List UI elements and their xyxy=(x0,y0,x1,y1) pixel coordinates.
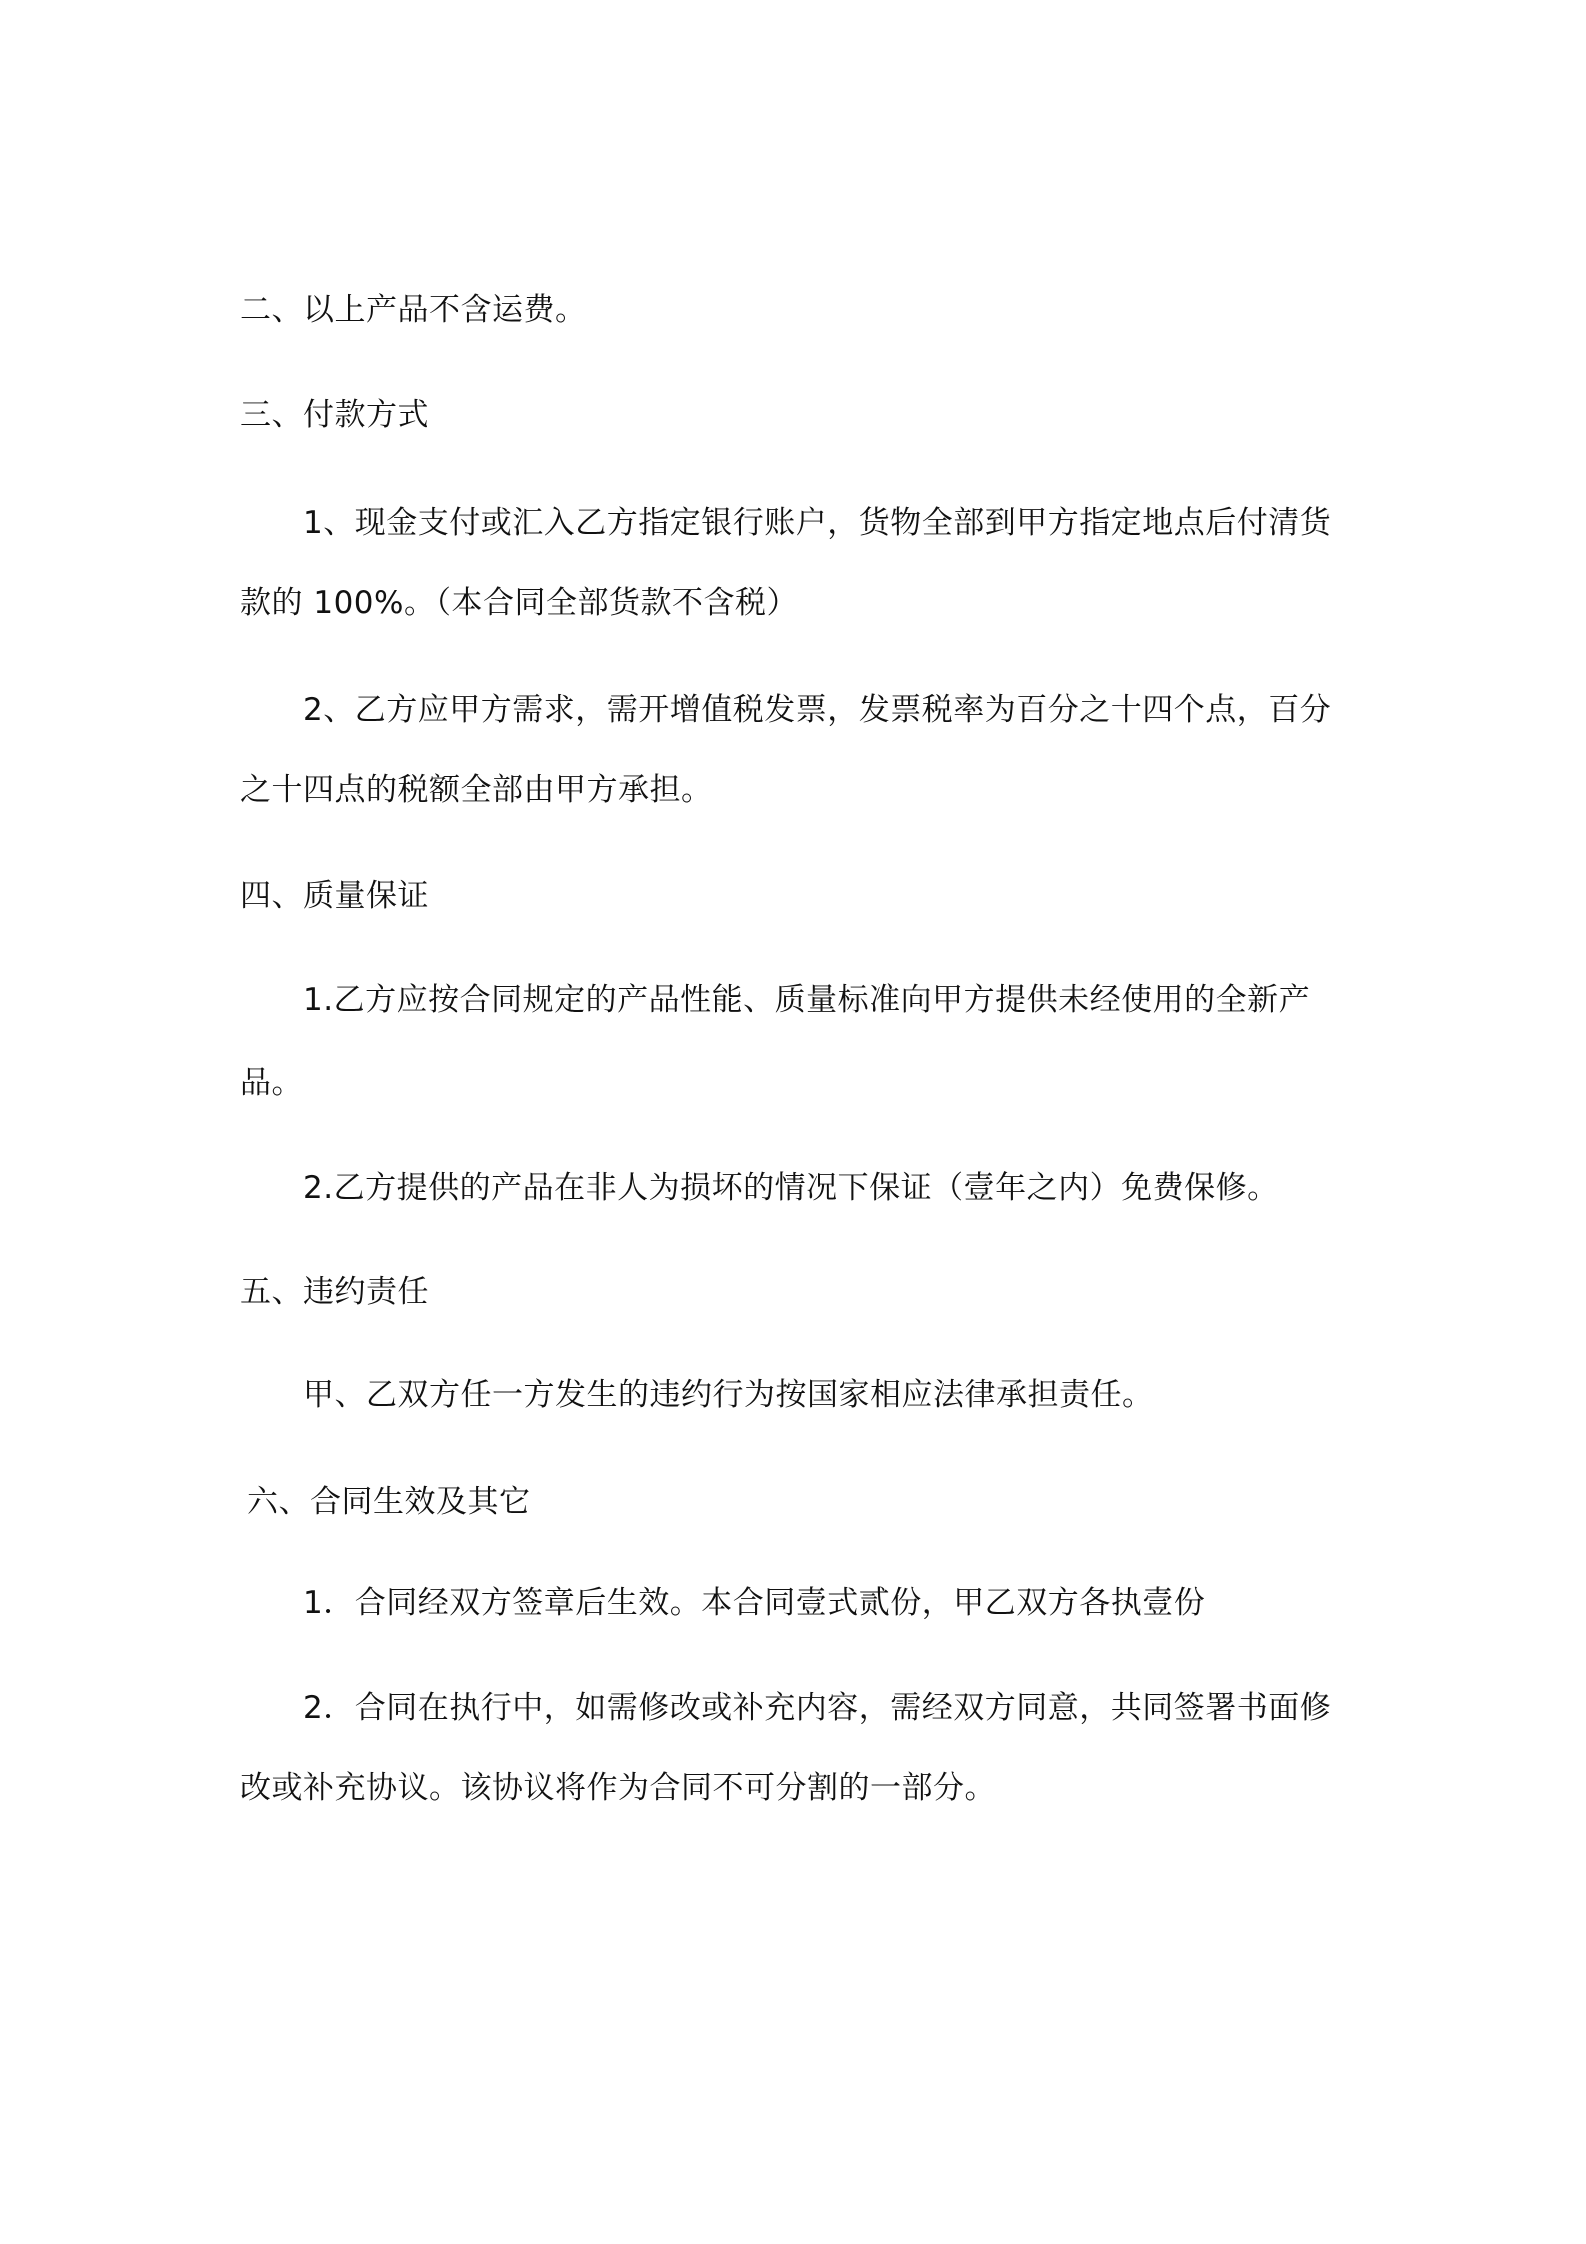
section-3-item-1-line-2: 款的 100%。（本合同全部货款不含税） xyxy=(240,585,798,621)
section-5-heading: 五、违约责任 xyxy=(240,1274,429,1310)
section-4-item-1-line-1: 1.乙方应按合同规定的产品性能、质量标准向甲方提供未经使用的全新产 xyxy=(303,982,1311,1018)
section-3-item-2-line-2: 之十四点的税额全部由甲方承担。 xyxy=(240,772,713,808)
section-3-heading: 三、付款方式 xyxy=(240,397,429,433)
section-3-item-2-line-1: 2、乙方应甲方需求，需开增值税发票，发票税率为百分之十四个点，百分 xyxy=(303,692,1332,728)
section-3-item-1-line-1: 1、现金支付或汇入乙方指定银行账户，货物全部到甲方指定地点后付清货 xyxy=(303,505,1332,541)
section-6-item-2-line-2: 改或补充协议。该协议将作为合同不可分割的一部分。 xyxy=(240,1770,996,1806)
section-4-item-1-line-2: 品。 xyxy=(240,1065,303,1101)
section-6-item-2-line-1: 2．合同在执行中，如需修改或补充内容，需经双方同意，共同签署书面修 xyxy=(303,1690,1332,1726)
section-6-heading: 六、合同生效及其它 xyxy=(247,1484,531,1520)
section-4-item-2: 2.乙方提供的产品在非人为损坏的情况下保证（壹年之内）免费保修。 xyxy=(303,1170,1279,1206)
section-4-heading: 四、质量保证 xyxy=(240,878,429,914)
section-5-body: 甲、乙双方任一方发生的违约行为按国家相应法律承担责任。 xyxy=(303,1377,1154,1413)
section-6-item-1: 1．合同经双方签章后生效。本合同壹式贰份，甲乙双方各执壹份 xyxy=(303,1585,1206,1621)
section-2-heading: 二、以上产品不含运费。 xyxy=(240,292,587,328)
